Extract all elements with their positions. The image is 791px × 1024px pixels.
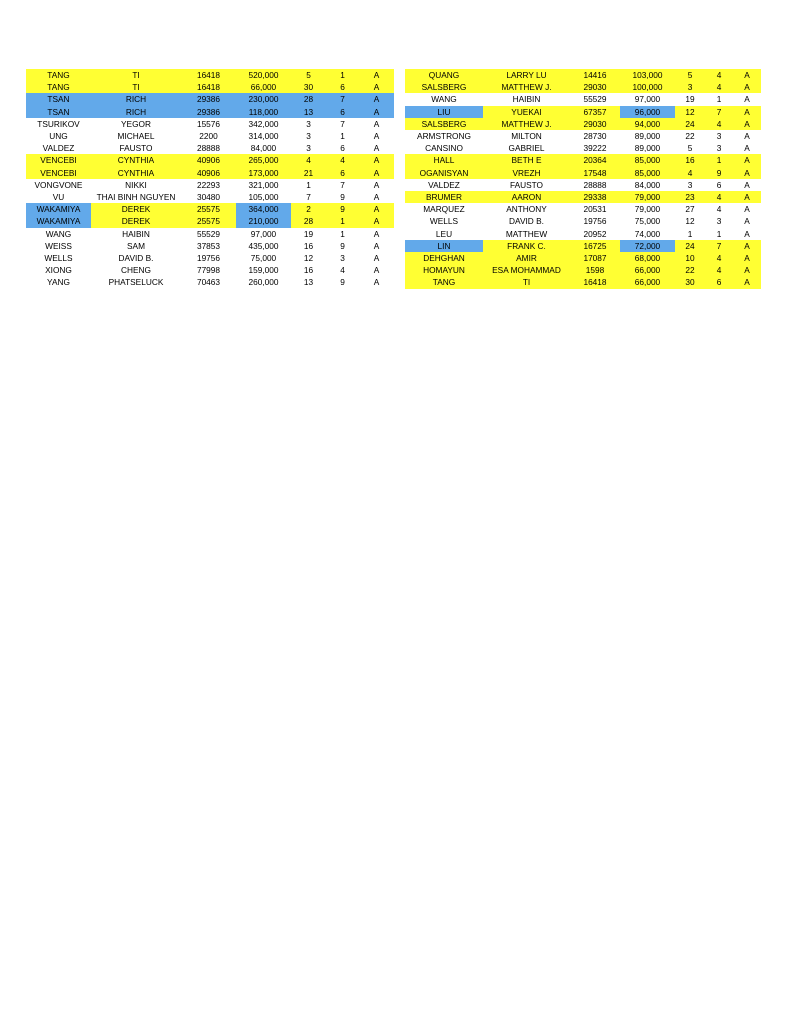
id-cell: 30480 — [196, 192, 221, 203]
last-name-cell: YANG — [47, 277, 70, 288]
table-row — [26, 240, 394, 252]
first-name-cell: YUEKAI — [483, 106, 570, 118]
table-row — [26, 215, 394, 227]
last-name-cell: DEHGHAN — [405, 252, 483, 264]
last-name-cell: LIN — [405, 240, 483, 252]
count-cell: 5 — [291, 69, 326, 81]
first-name-cell: THAI BINH NGUYEN — [96, 192, 176, 203]
amount-cell: 66,000 — [620, 276, 675, 288]
count-cell: 19 — [685, 94, 695, 105]
first-name-cell: CYNTHIA — [91, 154, 181, 166]
first-name-cell: RICH — [91, 93, 181, 105]
last-name-cell: WANG — [45, 228, 72, 239]
count-cell: 2 — [291, 203, 326, 215]
table-row — [405, 142, 761, 154]
count-cell: 3 — [687, 179, 693, 190]
id-cell: 17087 — [570, 252, 620, 264]
last-name-cell: SALSBERG — [405, 118, 483, 130]
grade-cell: A — [359, 106, 394, 118]
grade-cell: A — [733, 118, 761, 130]
count-cell: 24 — [675, 240, 705, 252]
id-cell: 39222 — [583, 143, 607, 154]
amount-cell: 321,000 — [248, 179, 279, 190]
table-row — [405, 276, 761, 288]
code-cell: 4 — [705, 191, 733, 203]
amount-cell: 89,000 — [634, 143, 661, 154]
code-cell: 9 — [340, 240, 345, 251]
first-name-cell: CHENG — [121, 265, 151, 276]
amount-cell: 68,000 — [620, 252, 675, 264]
grade-cell: A — [359, 154, 394, 166]
count-cell: 22 — [685, 131, 695, 142]
last-name-cell: XIONG — [45, 265, 72, 276]
table-row — [405, 130, 761, 142]
last-name-cell: VALDEZ — [42, 143, 75, 154]
id-cell: 1598 — [570, 264, 620, 276]
grade-cell: A — [744, 179, 750, 190]
last-name-cell: BRUMER — [405, 191, 483, 203]
code-cell: 6 — [340, 143, 345, 154]
amount-cell: 84,000 — [634, 179, 661, 190]
table-row — [26, 203, 394, 215]
id-cell: 25575 — [181, 203, 236, 215]
code-cell: 1 — [340, 228, 345, 239]
first-name-cell: HAIBIN — [122, 228, 150, 239]
table-row — [405, 154, 761, 166]
table-row — [26, 154, 394, 166]
amount-cell: 94,000 — [620, 118, 675, 130]
table-row — [405, 264, 761, 276]
first-name-cell: VREZH — [483, 167, 570, 179]
code-cell: 4 — [326, 154, 359, 166]
grade-cell: A — [733, 81, 761, 93]
amount-cell: 66,000 — [620, 264, 675, 276]
code-cell: 4 — [705, 118, 733, 130]
count-cell: 1 — [306, 179, 311, 190]
table-row — [405, 215, 761, 227]
amount-cell: 210,000 — [236, 215, 291, 227]
last-name-cell: VENCEBI — [26, 154, 91, 166]
count-cell: 30 — [675, 276, 705, 288]
code-cell: 3 — [716, 143, 722, 154]
code-cell: 7 — [326, 93, 359, 105]
table-row — [26, 179, 394, 191]
last-name-cell: WEISS — [45, 240, 72, 251]
last-name-cell: TANG — [405, 276, 483, 288]
count-cell: 24 — [675, 118, 705, 130]
last-name-cell: TANG — [26, 81, 91, 93]
grade-cell: A — [359, 167, 394, 179]
id-cell: 25575 — [181, 215, 236, 227]
amount-cell: 265,000 — [236, 154, 291, 166]
count-cell: 3 — [675, 81, 705, 93]
amount-cell: 105,000 — [248, 192, 279, 203]
id-cell: 67357 — [570, 106, 620, 118]
code-cell: 1 — [340, 131, 345, 142]
code-cell: 7 — [340, 179, 345, 190]
id-cell: 16418 — [570, 276, 620, 288]
left-table-body — [26, 69, 394, 289]
count-cell: 5 — [675, 69, 705, 81]
table-row — [26, 130, 394, 142]
last-name-cell: HALL — [405, 154, 483, 166]
last-name-cell: VALDEZ — [428, 179, 460, 190]
last-name-cell: LEU — [435, 228, 453, 239]
id-cell: 19756 — [583, 216, 607, 227]
grade-cell: A — [359, 203, 394, 215]
grade-cell: A — [733, 69, 761, 81]
grade-cell: A — [744, 216, 750, 227]
grade-cell: A — [373, 143, 380, 154]
last-name-cell: HOMAYUN — [405, 264, 483, 276]
grade-cell: A — [733, 167, 761, 179]
code-cell: 7 — [705, 106, 733, 118]
grade-cell: A — [359, 215, 394, 227]
amount-cell: 75,000 — [634, 216, 661, 227]
count-cell: 16 — [303, 240, 314, 251]
last-name-cell: WELLS — [429, 216, 459, 227]
count-cell: 19 — [303, 228, 314, 239]
last-name-cell: LIU — [405, 106, 483, 118]
first-name-cell: DEREK — [91, 215, 181, 227]
id-cell: 40906 — [181, 154, 236, 166]
id-cell: 55529 — [196, 228, 221, 239]
grade-cell: A — [733, 240, 761, 252]
first-name-cell: MILTON — [511, 131, 542, 142]
id-cell: 29338 — [570, 191, 620, 203]
right-table-body — [405, 69, 761, 289]
last-name-cell: SALSBERG — [405, 81, 483, 93]
first-name-cell: YEGOR — [121, 118, 151, 129]
code-cell: 6 — [705, 276, 733, 288]
first-name-cell: MATTHEW J. — [483, 81, 570, 93]
id-cell: 16725 — [570, 240, 620, 252]
last-name-cell: WAKAMIYA — [26, 215, 91, 227]
amount-cell: 314,000 — [248, 131, 279, 142]
count-cell: 3 — [306, 118, 311, 129]
first-name-cell: SAM — [127, 240, 145, 251]
first-name-cell: AARON — [483, 191, 570, 203]
table-row — [405, 191, 761, 203]
count-cell: 16 — [303, 265, 314, 276]
amount-cell: 159,000 — [248, 265, 279, 276]
first-name-cell: BETH E — [483, 154, 570, 166]
amount-cell: 89,000 — [634, 131, 661, 142]
first-name-cell: RICH — [91, 106, 181, 118]
last-name-cell: WANG — [431, 94, 457, 105]
id-cell: 2200 — [199, 131, 218, 142]
amount-cell: 97,000 — [250, 228, 277, 239]
code-cell: 3 — [716, 131, 722, 142]
grade-cell: A — [359, 93, 394, 105]
id-cell: 28730 — [583, 131, 607, 142]
table-row — [405, 69, 761, 81]
grade-cell: A — [373, 277, 380, 288]
code-cell: 9 — [705, 167, 733, 179]
id-cell: 16418 — [181, 81, 236, 93]
last-name-cell: QUANG — [405, 69, 483, 81]
id-cell: 55529 — [583, 94, 607, 105]
amount-cell: 85,000 — [620, 167, 675, 179]
last-name-cell: OGANISYAN — [405, 167, 483, 179]
first-name-cell: PHATSELUCK — [108, 277, 164, 288]
last-name-cell: TSAN — [26, 106, 91, 118]
code-cell: 3 — [716, 216, 722, 227]
grade-cell: A — [373, 192, 380, 203]
right-data-table — [405, 69, 761, 289]
left-data-table — [26, 69, 394, 289]
table-row — [405, 252, 761, 264]
count-cell: 7 — [306, 192, 311, 203]
first-name-cell: HAIBIN — [512, 94, 541, 105]
id-cell: 29386 — [181, 93, 236, 105]
id-cell: 19756 — [196, 253, 221, 264]
first-name-cell: FRANK C. — [483, 240, 570, 252]
grade-cell: A — [744, 204, 750, 215]
table-row — [26, 69, 394, 81]
id-cell: 20364 — [570, 154, 620, 166]
amount-cell: 118,000 — [236, 106, 291, 118]
code-cell: 9 — [340, 192, 345, 203]
amount-cell: 260,000 — [248, 277, 279, 288]
grade-cell: A — [373, 253, 380, 264]
amount-cell: 97,000 — [634, 94, 661, 105]
first-name-cell: DEREK — [91, 203, 181, 215]
grade-cell: A — [744, 94, 750, 105]
id-cell: 20531 — [583, 204, 607, 215]
count-cell: 13 — [291, 106, 326, 118]
amount-cell: 103,000 — [620, 69, 675, 81]
id-cell: 29030 — [570, 81, 620, 93]
grade-cell: A — [373, 265, 380, 276]
code-cell: 4 — [340, 265, 345, 276]
table-row — [26, 106, 394, 118]
table-row — [26, 118, 394, 130]
table-row — [405, 240, 761, 252]
table-row — [405, 118, 761, 130]
amount-cell: 520,000 — [236, 69, 291, 81]
grade-cell: A — [744, 131, 750, 142]
code-cell: 1 — [705, 154, 733, 166]
code-cell: 6 — [326, 81, 359, 93]
last-name-cell: TANG — [26, 69, 91, 81]
id-cell: 28888 — [196, 143, 221, 154]
code-cell: 6 — [326, 167, 359, 179]
table-row — [405, 228, 761, 240]
id-cell: 15576 — [196, 118, 221, 129]
grade-cell: A — [733, 106, 761, 118]
first-name-cell: AMIR — [483, 252, 570, 264]
last-name-cell: WAKAMIYA — [26, 203, 91, 215]
count-cell: 13 — [303, 277, 314, 288]
grade-cell: A — [733, 252, 761, 264]
grade-cell: A — [733, 264, 761, 276]
first-name-cell: GABRIEL — [508, 143, 545, 154]
id-cell: 37853 — [196, 240, 221, 251]
first-name-cell: CYNTHIA — [91, 167, 181, 179]
amount-cell: 100,000 — [620, 81, 675, 93]
amount-cell: 79,000 — [634, 204, 661, 215]
code-cell: 4 — [716, 204, 722, 215]
count-cell: 1 — [687, 228, 693, 239]
table-row — [26, 252, 394, 264]
count-cell: 12 — [685, 216, 695, 227]
id-cell: 20952 — [583, 228, 607, 239]
count-cell: 28 — [291, 215, 326, 227]
first-name-cell: DAVID B. — [509, 216, 544, 227]
table-row — [405, 93, 761, 105]
table-row — [26, 142, 394, 154]
grade-cell: A — [373, 240, 380, 251]
code-cell: 9 — [340, 277, 345, 288]
table-row — [405, 203, 761, 215]
grade-cell: A — [744, 228, 750, 239]
id-cell: 28888 — [583, 179, 607, 190]
last-name-cell: WELLS — [44, 253, 73, 264]
first-name-cell: NIKKI — [125, 179, 147, 190]
grade-cell: A — [359, 81, 394, 93]
amount-cell: 364,000 — [236, 203, 291, 215]
count-cell: 3 — [306, 143, 311, 154]
first-name-cell: TI — [91, 81, 181, 93]
code-cell: 1 — [716, 228, 722, 239]
id-cell: 70463 — [196, 277, 221, 288]
table-row — [26, 191, 394, 203]
grade-cell: A — [373, 179, 380, 190]
code-cell: 7 — [705, 240, 733, 252]
count-cell: 4 — [291, 154, 326, 166]
table-row — [26, 93, 394, 105]
table-row — [26, 167, 394, 179]
count-cell: 4 — [675, 167, 705, 179]
amount-cell: 173,000 — [236, 167, 291, 179]
code-cell: 6 — [326, 106, 359, 118]
first-name-cell: DAVID B. — [118, 253, 154, 264]
first-name-cell: TI — [483, 276, 570, 288]
table-row — [26, 276, 394, 288]
code-cell: 7 — [340, 118, 345, 129]
last-name-cell: VONGVONE — [34, 179, 83, 190]
first-name-cell: TI — [91, 69, 181, 81]
amount-cell: 85,000 — [620, 154, 675, 166]
amount-cell: 74,000 — [634, 228, 661, 239]
count-cell: 5 — [687, 143, 693, 154]
id-cell: 29386 — [181, 106, 236, 118]
first-name-cell: MATTHEW — [505, 228, 548, 239]
count-cell: 28 — [291, 93, 326, 105]
code-cell: 9 — [326, 203, 359, 215]
last-name-cell: CANSINO — [425, 143, 463, 154]
amount-cell: 435,000 — [248, 240, 279, 251]
count-cell: 22 — [675, 264, 705, 276]
count-cell: 30 — [291, 81, 326, 93]
grade-cell: A — [373, 118, 380, 129]
id-cell: 14416 — [570, 69, 620, 81]
code-cell: 1 — [326, 69, 359, 81]
count-cell: 16 — [675, 154, 705, 166]
last-name-cell: ARMSTRONG — [417, 131, 471, 142]
grade-cell: A — [373, 228, 380, 239]
id-cell: 29030 — [570, 118, 620, 130]
amount-cell: 72,000 — [620, 240, 675, 252]
first-name-cell: ESA MOHAMMAD — [483, 264, 570, 276]
code-cell: 4 — [705, 252, 733, 264]
id-cell: 22293 — [196, 179, 221, 190]
table-row — [26, 228, 394, 240]
count-cell: 12 — [675, 106, 705, 118]
amount-cell: 75,000 — [250, 253, 277, 264]
last-name-cell: TSAN — [26, 93, 91, 105]
last-name-cell: MARQUEZ — [423, 204, 465, 215]
amount-cell: 66,000 — [236, 81, 291, 93]
grade-cell: A — [744, 143, 750, 154]
grade-cell: A — [733, 154, 761, 166]
code-cell: 1 — [326, 215, 359, 227]
id-cell: 77998 — [196, 265, 221, 276]
count-cell: 27 — [685, 204, 695, 215]
count-cell: 23 — [675, 191, 705, 203]
table-row — [26, 81, 394, 93]
first-name-cell: FAUSTO — [509, 179, 544, 190]
first-name-cell: ANTHONY — [506, 204, 547, 215]
count-cell: 21 — [291, 167, 326, 179]
last-name-cell: VU — [52, 192, 65, 203]
amount-cell: 84,000 — [250, 143, 277, 154]
code-cell: 4 — [705, 81, 733, 93]
id-cell: 17548 — [570, 167, 620, 179]
id-cell: 40906 — [181, 167, 236, 179]
last-name-cell: TSURIKOV — [37, 118, 80, 129]
last-name-cell: VENCEBI — [26, 167, 91, 179]
code-cell: 6 — [716, 179, 722, 190]
table-row — [405, 81, 761, 93]
grade-cell: A — [733, 191, 761, 203]
grade-cell: A — [733, 276, 761, 288]
first-name-cell: MICHAEL — [117, 131, 155, 142]
count-cell: 12 — [303, 253, 314, 264]
grade-cell: A — [359, 69, 394, 81]
code-cell: 4 — [705, 264, 733, 276]
code-cell: 4 — [705, 69, 733, 81]
amount-cell: 342,000 — [248, 118, 279, 129]
code-cell: 1 — [716, 94, 722, 105]
amount-cell: 79,000 — [620, 191, 675, 203]
table-row — [405, 106, 761, 118]
last-name-cell: UNG — [49, 131, 68, 142]
table-row — [405, 167, 761, 179]
id-cell: 16418 — [181, 69, 236, 81]
count-cell: 10 — [675, 252, 705, 264]
grade-cell: A — [373, 131, 380, 142]
first-name-cell: LARRY LU — [483, 69, 570, 81]
amount-cell: 230,000 — [236, 93, 291, 105]
code-cell: 3 — [340, 253, 345, 264]
first-name-cell: FAUSTO — [119, 143, 153, 154]
table-row — [405, 179, 761, 191]
table-row — [26, 264, 394, 276]
count-cell: 3 — [306, 131, 311, 142]
amount-cell: 96,000 — [620, 106, 675, 118]
first-name-cell: MATTHEW J. — [483, 118, 570, 130]
